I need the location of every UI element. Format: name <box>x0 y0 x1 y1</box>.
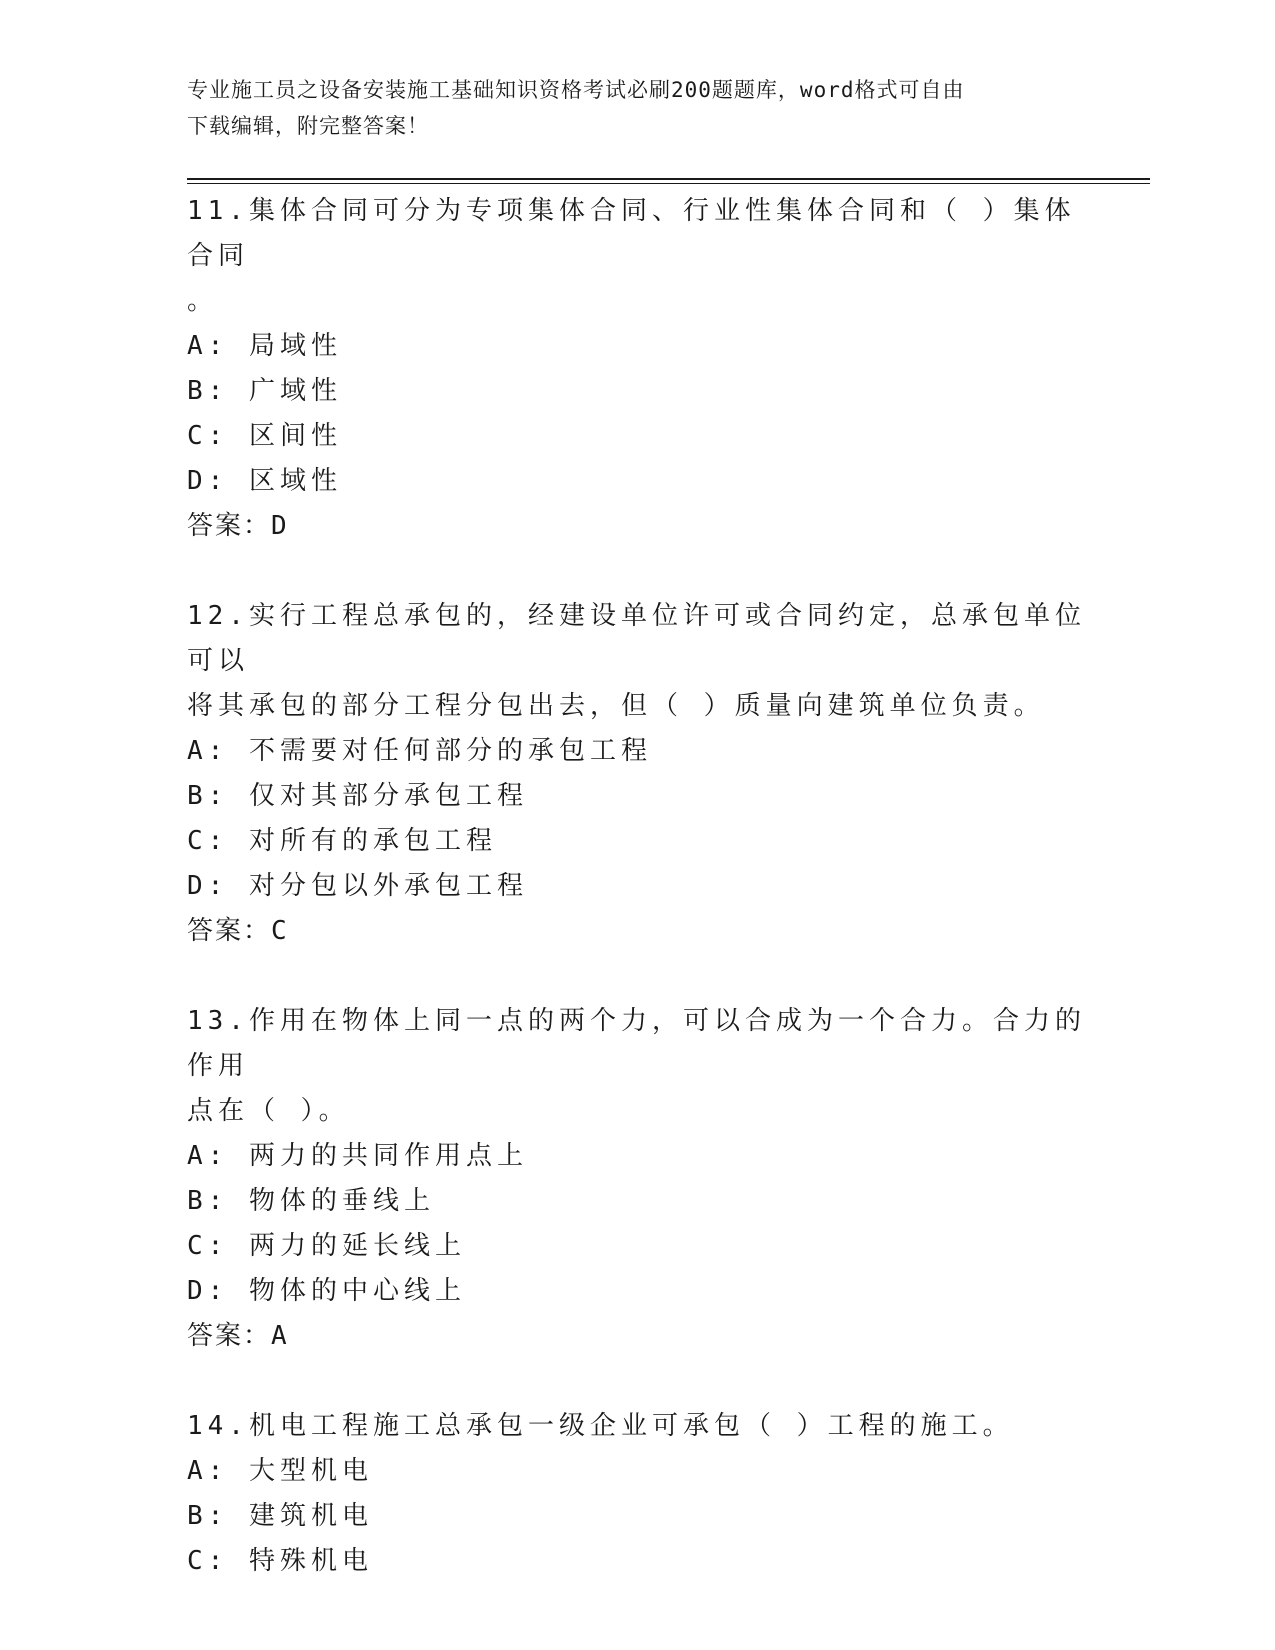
question-12 <box>187 594 1087 954</box>
header-line-1: 专业施工员之设备安装施工基础知识资格考试必刷200题题库，word格式可自由 <box>187 78 965 102</box>
question-text-line-1: 13.作用在物体上同一点的两个力，可以合成为一个合力。合力的作用 <box>187 1006 1086 1081</box>
answer-line: 答案：A <box>187 1321 289 1351</box>
header-line-2: 下载编辑，附完整答案！ <box>187 114 429 138</box>
option-d: D: 物体的中心线上 <box>187 1276 466 1306</box>
option-a: A: 大型机电 <box>187 1456 373 1486</box>
document-header <box>187 72 1067 144</box>
option-a: A: 局域性 <box>187 331 342 361</box>
option-a: A: 不需要对任何部分的承包工程 <box>187 736 652 766</box>
option-c: C: 两力的延长线上 <box>187 1231 466 1261</box>
header-divider-thin <box>187 183 1150 184</box>
question-list <box>187 189 1087 1629</box>
question-text-line-1: 14.机电工程施工总承包一级企业可承包（ ）工程的施工。 <box>187 1411 1014 1441</box>
header-divider-thick <box>187 178 1150 180</box>
option-d: D: 对分包以外承包工程 <box>187 871 528 901</box>
question-text-line-2: 将其承包的部分工程分包出去，但（ ）质量向建筑单位负责。 <box>187 691 1045 721</box>
question-text-line-2: 。 <box>187 286 219 316</box>
question-11 <box>187 189 1087 549</box>
question-13 <box>187 999 1087 1359</box>
question-text-line-1: 12.实行工程总承包的，经建设单位许可或合同约定，总承包单位可以 <box>187 601 1086 676</box>
option-a: A: 两力的共同作用点上 <box>187 1141 528 1171</box>
answer-line: 答案：D <box>187 511 289 541</box>
option-c: C: 区间性 <box>187 421 342 451</box>
option-c: C: 对所有的承包工程 <box>187 826 497 856</box>
option-b: B: 仅对其部分承包工程 <box>187 781 528 811</box>
option-b: B: 广域性 <box>187 376 342 406</box>
option-b: B: 建筑机电 <box>187 1501 373 1531</box>
question-text-line-2: 点在（ ）。 <box>187 1096 350 1126</box>
option-c: C: 特殊机电 <box>187 1546 373 1576</box>
option-b: B: 物体的垂线上 <box>187 1186 435 1216</box>
question-text-line-1: 11.集体合同可分为专项集体合同、行业性集体合同和（ ）集体合同 <box>187 196 1076 271</box>
question-14 <box>187 1404 1087 1584</box>
answer-line: 答案：C <box>187 916 289 946</box>
option-d: D: 区域性 <box>187 466 342 496</box>
